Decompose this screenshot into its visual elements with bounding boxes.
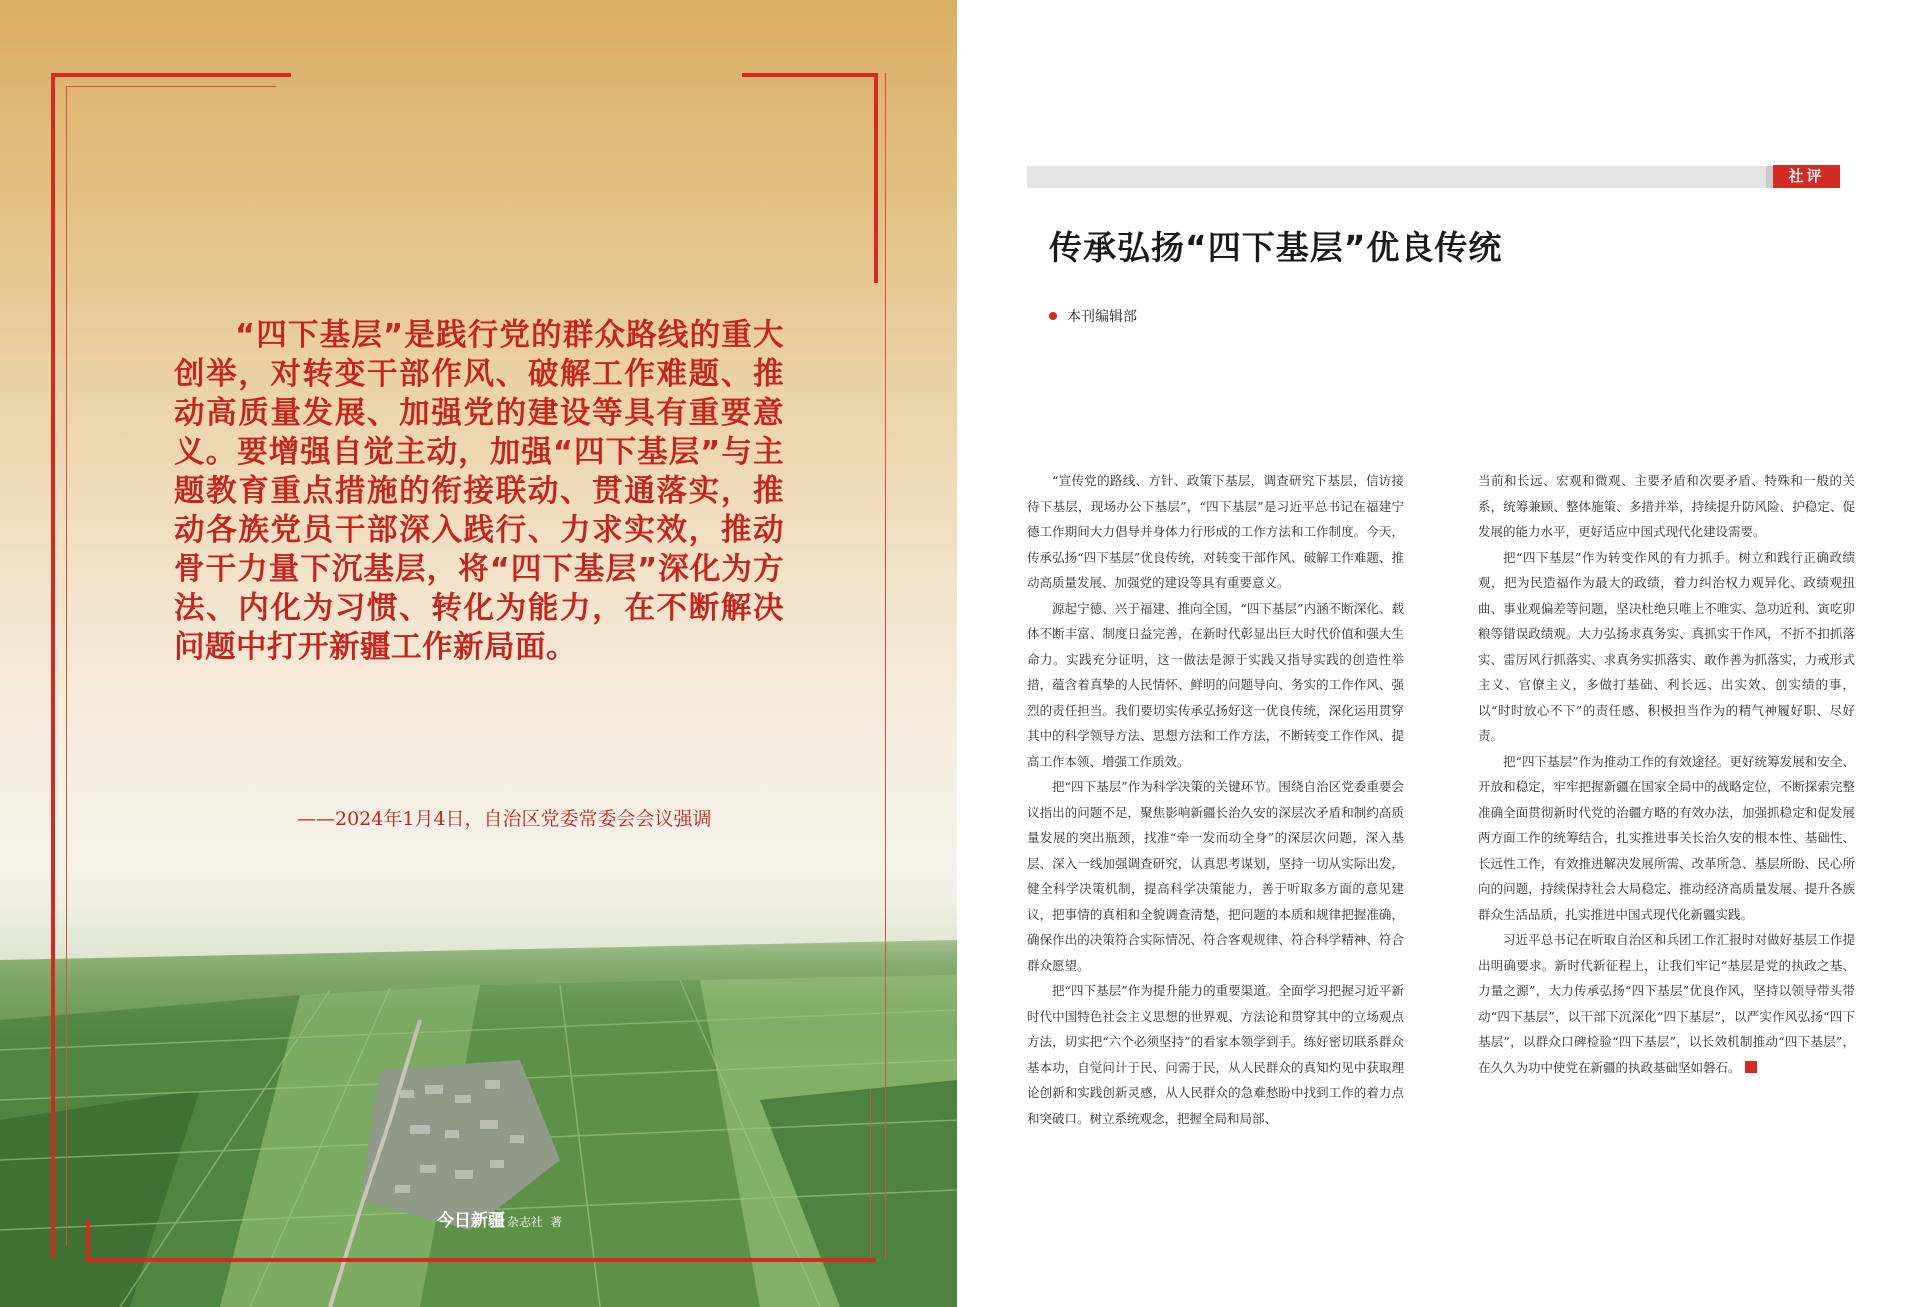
frame-top-right [742,73,878,77]
farmland-aerial-photo [0,900,957,1307]
end-mark-icon [1745,1061,1757,1073]
paragraph: 当前和长远、宏观和微观、主要矛盾和次要矛盾、特殊和一般的关系，统筹兼顾、整体施策、多措并举，持续提升防风险、护稳定、促发展的能力水平，更好适应中国式现代化建设需要。 [1478,473,1855,539]
frame-left [51,73,55,1258]
paragraph: 源起宁德、兴于福建、推向全国，“四下基层”内涵不断深化、载体不断丰富、制度日益完善，在新时代彰显出巨大时代价值和强大生命力。实践充分证明，这一做法是源于实践又指导实践的创造性举措，蕴含着真挚的人民情怀、鲜明的问题导向、务实的工作作风、强烈的责任担当。我们要切实传承弘扬好这一优良传统，深化运用贯穿其中的科学领导方法、思想方法和工作方法，不断转变工作作风、提高工作本领、增强工作质效。 [1027,600,1404,769]
column-tag: 社评 [1773,165,1840,188]
paragraph: 把“四下基层”作为转变作风的有力抓手。树立和践行正确政绩观，把为民造福作为最大的政绩，着力纠治权力观异化、政绩观扭曲、事业观偏差等问题，坚决杜绝只唯上不唯实、急功近利、寅吃卯粮等错误政绩观。大力弘扬求真务实、真抓实干作风，不折不扣抓落实、雷厉风行抓落实、求真务实抓落实、敢作善为抓落实，力戒形式主义、官僚主义，多做打基础、利长远、出实效、创实绩的事，以“时时放心不下”的责任感、积极担当作为的精气神履好职、尽好责。 [1478,549,1855,743]
publisher-logo-text: 今日新疆 [437,1211,505,1231]
frame-right-inner [885,73,886,1258]
paragraph: 把“四下基层”作为科学决策的关键环节。围绕自治区党委重要会议指出的问题不足，聚焦影响新疆长治久安的深层次矛盾和制约高质量发展的突出瓶颈，找准“牵一发而动全身”的深层次问题，深入基层、深入一线加强调查研究，认真思考谋划，坚持一切从实际出发，健全科学决策机制，提高科学决策能力，善于听取多方面的意见建议，把事情的真相和全貌调查清楚，把问题的本质和规律把握准确，确保作出的决策符合实际情况、符合客观规律、符合科学精神、符合群众愿望。 [1027,779,1404,973]
frame-bottom-right [870,1090,871,1258]
paragraph-last [1478,927,1855,1080]
author-name: 本刊编辑部 [1067,309,1137,325]
publisher-suffix: 著 [550,1215,563,1229]
paragraph-text: 习近平总书记在听取自治区和兵团工作汇报时对做好基层工作提出明确要求。新时代新征程上，让我们牢记“基层是党的执政之基、力量之源”，大力传承弘扬“四下基层”优良作风，坚持以领导带头带动“四下基层”，以干部下沉深化“四下基层”，以严实作风弘扬“四下基层”，以群众口碑检验“四下基层”，以长效机制推动“四下基层”，在久久为功中使党在新疆的执政基础坚如磐石。 [1478,932,1855,1075]
paragraph: 把“四下基层”作为提升能力的重要渠道。全面学习把握习近平新时代中国特色社会主义思想的世界观、方法论和贯穿其中的立场观点方法，切实把“六个必须坚持”的看家本领学到手。练好密切联系群众基本功，自觉问计于民、问需于民，从人民群众的真知灼见中获取理论创新和实践创新灵感，从人民群众的急难愁盼中找到工作的着力点和突破口。树立系统观念，把握全局和局部、 [1027,983,1404,1126]
publisher-credit [437,1206,562,1231]
right-page [957,0,1920,1307]
bullet-dot-icon [1049,312,1057,320]
frame-top-left [51,73,291,77]
quote-source: ——2024年1月4日，自治区党委常委会会议强调 [297,808,712,830]
frame-top-inner [66,86,276,87]
header-bar [1027,166,1773,188]
paragraph: 把“四下基层”作为推动工作的有效途径。更好统筹发展和安全、开放和稳定，牢牢把握新疆在国家全局中的战略定位，不断探索完整准确全面贯彻新时代党的治疆方略的有效办法，加强抓稳定和促发展两方面工作的统筹结合，扎实推进事关长治久安的根本性、基础性、长远性工作，有效推进解决发展所需、改革所急、基层所盼、民心所向的问题，持续保持社会大局稳定、推动经济高质量发展、提升各族群众生活品质，扎实推进中国式现代化新疆实践。 [1478,753,1855,922]
left-page [0,0,957,1307]
article-column-left [1027,468,1404,1248]
frame-left-inner [66,86,67,1246]
pull-quote: “四下基层”是践行党的群众路线的重大创举，对转变干部作风、破解工作难题、推动高质量发展、加强党的建设等具有重要意义。要增强自觉主动，加强“四下基层”与主题教育重点措施的衔接联动、贯通落实，推动各族党员干部深入践行、力求实效，推动骨干力量下沉基层，将“四下基层”深化为方法、内化为习惯、转化为能力，在不断解决问题中打开新疆工作新局面。 [174,318,784,665]
publisher-house: 杂志社 [507,1215,544,1229]
paragraph: “宣传党的路线、方针、政策下基层，调查研究下基层，信访接待下基层，现场办公下基层”，“四下基层”是习近平总书记在福建宁德工作期间大力倡导并身体力行形成的工作方法和工作制度。今天，传承弘扬“四下基层”优良传统，对转变干部作风、破解工作难题、推动高质量发展、加强党的建设等具有重要意义。 [1027,473,1404,590]
frame-bottom [86,1258,876,1262]
frame-right [874,73,878,283]
author-line [1049,306,1137,326]
article-column-right [1478,468,1855,1248]
article-title: 传承弘扬“四下基层”优良传统 [1049,228,1503,267]
frame-bottom-left [86,1220,90,1262]
